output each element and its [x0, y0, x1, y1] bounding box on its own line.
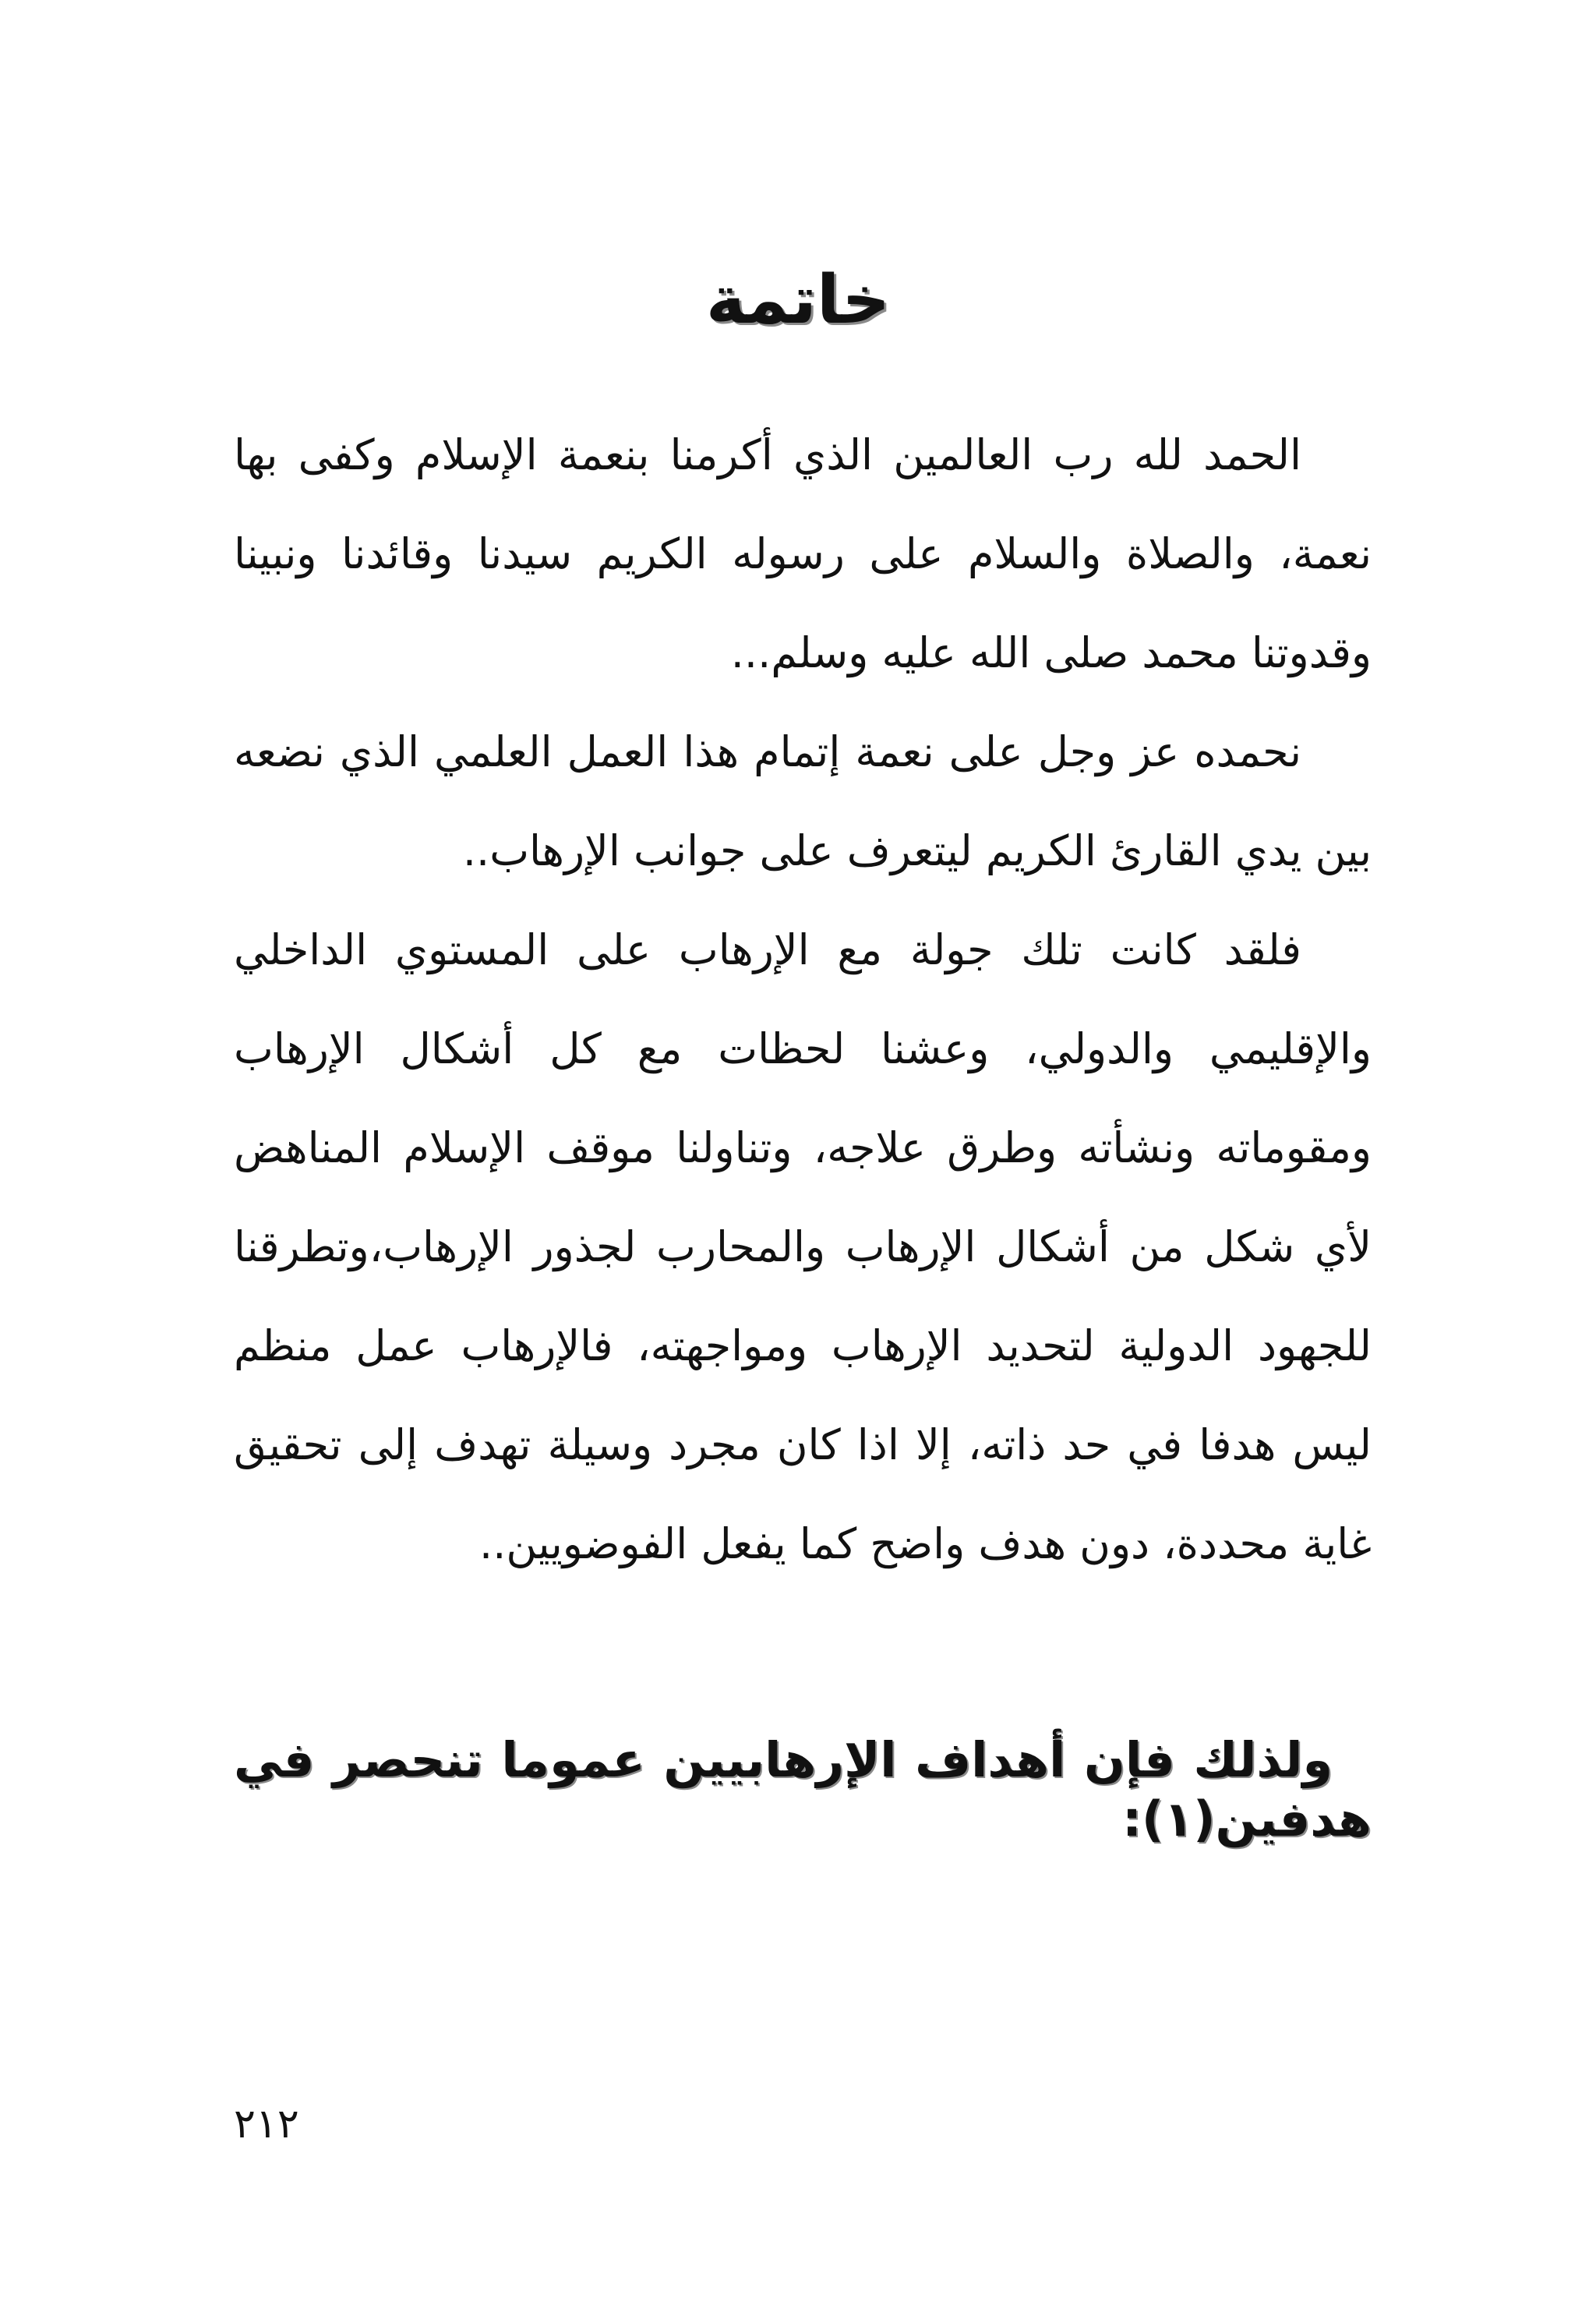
body-text — [234, 405, 1372, 1593]
page-title: خاتمة — [705, 261, 891, 339]
emphasized-paragraph: ولذلك فإن أهداف الإرهابيين عموما تنحصر في هدفين(١): — [234, 1731, 1372, 1847]
paragraph: فلقد كانت تلك جولة مع الإرهاب على المستوي الداخلي والإقليمي والدولي، وعشنا لحظات مع كل أشكال الإرهاب ومقوماته ونشأته وطرق علاجه، وتناولنا موقف الإسلام المناهض لأي شكل من أشكال الإرهاب والمحارب لجذور الإرهاب،وتطرقنا للجهود الدولية لتحديد الإرهاب ومواجهته، فالإرهاب عمل منظم ليس هدفا في حد ذاته، إلا اذا كان مجرد وسيلة تهدف إلى تحقيق غاية محددة، دون هدف واضح كما يفعل الفوضويين.. — [234, 925, 1372, 1568]
paragraph: نحمده عز وجل على نعمة إتمام هذا العمل العلمي الذي نضعه بين يدي القارئ الكريم ليتعرف على جوانب الإرهاب.. — [234, 727, 1372, 875]
page-number: ٢١٢ — [234, 2101, 299, 2148]
paragraph: الحمد لله رب العالمين الذي أكرمنا بنعمة الإسلام وكفى بها نعمة، والصلاة والسلام على رسوله الكريم سيدنا وقائدنا ونبينا وقدوتنا محمد صلى الله عليه وسلم... — [234, 430, 1372, 677]
